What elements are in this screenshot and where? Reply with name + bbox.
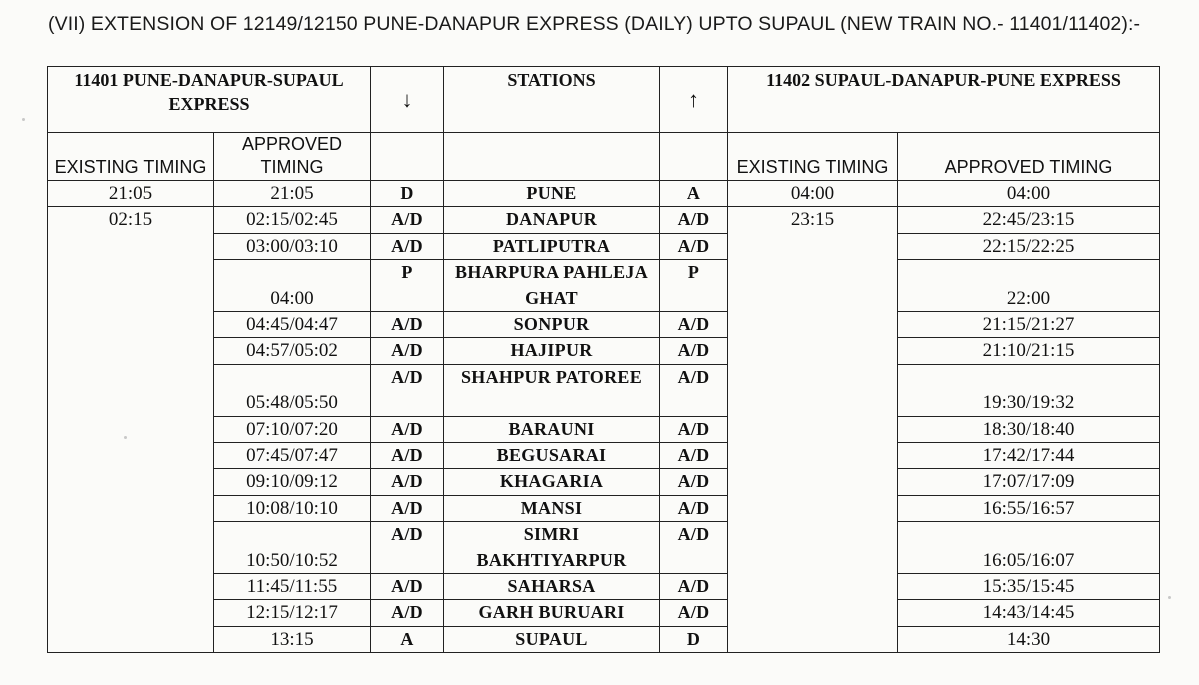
station-name: SONPUR	[444, 312, 660, 338]
table-row	[48, 443, 1160, 469]
station-name: PATLIPUTRA	[444, 233, 660, 259]
up-existing-cell	[728, 233, 898, 259]
scan-speck	[22, 118, 25, 121]
dn-code-cell: A/D	[371, 233, 444, 259]
dn-approved-cell: 07:10/07:20	[214, 416, 371, 442]
dn-existing-cell	[48, 574, 214, 600]
table-row	[48, 364, 1160, 416]
up-approved-cell: 14:30	[898, 626, 1160, 652]
dn-code-cell: A/D	[371, 600, 444, 626]
up-approved-cell: 18:30/18:40	[898, 416, 1160, 442]
dn-code-cell: A/D	[371, 574, 444, 600]
up-code-cell: A/D	[660, 312, 728, 338]
station-name: SUPAUL	[444, 626, 660, 652]
up-approved-cell: 17:42/17:44	[898, 443, 1160, 469]
dn-existing-cell	[48, 338, 214, 364]
station-name: HAJIPUR	[444, 338, 660, 364]
up-code-header	[660, 133, 728, 181]
station-name: GARH BURUARI	[444, 600, 660, 626]
dn-existing-cell	[48, 312, 214, 338]
up-existing-cell	[728, 416, 898, 442]
up-approved-cell: 17:07/17:09	[898, 469, 1160, 495]
dn-approved-cell: 04:00	[214, 260, 371, 312]
dn-approved-cell: 04:57/05:02	[214, 338, 371, 364]
dn-approved-cell: 07:45/07:47	[214, 443, 371, 469]
dn-code-cell: A/D	[371, 338, 444, 364]
up-code-cell: A/D	[660, 364, 728, 416]
table-row	[48, 312, 1160, 338]
dn-approved-cell: 09:10/09:12	[214, 469, 371, 495]
dn-approved-cell: 12:15/12:17	[214, 600, 371, 626]
table-row	[48, 233, 1160, 259]
right-train-header: 11402 SUPAUL-DANAPUR-PUNE EXPRESS	[728, 67, 1160, 133]
up-approved-cell: 21:15/21:27	[898, 312, 1160, 338]
up-existing-cell	[728, 495, 898, 521]
station-name: SAHARSA	[444, 574, 660, 600]
table-row	[48, 260, 1160, 312]
up-existing-cell: 23:15	[728, 207, 898, 233]
up-code-cell: P	[660, 260, 728, 312]
down-arrow-icon: ↓	[371, 67, 444, 133]
table-row	[48, 181, 1160, 207]
up-existing-cell	[728, 260, 898, 312]
section-heading: (VII) EXTENSION OF 12149/12150 PUNE-DANAPUR EXPRESS (DAILY) UPTO SUPAUL (NEW TRAIN NO.- 11401/11402):-	[48, 13, 1141, 35]
table-row	[48, 626, 1160, 652]
table-row	[48, 416, 1160, 442]
up-code-cell: A/D	[660, 443, 728, 469]
up-code-cell: A/D	[660, 469, 728, 495]
dn-code-cell: A/D	[371, 312, 444, 338]
dn-code-cell: A/D	[371, 469, 444, 495]
table-row	[48, 600, 1160, 626]
header-row-timings	[48, 133, 1160, 181]
up-existing-cell	[728, 443, 898, 469]
up-approved-cell: 22:00	[898, 260, 1160, 312]
station-name: PUNE	[444, 181, 660, 207]
station-name: BHARPURA PAHLEJA GHAT	[444, 260, 660, 312]
station-subheader	[444, 133, 660, 181]
dn-existing-cell	[48, 522, 214, 574]
dn-approved-cell: 10:08/10:10	[214, 495, 371, 521]
table-row	[48, 522, 1160, 574]
left-train-header: 11401 PUNE-DANAPUR-SUPAUL EXPRESS	[48, 67, 371, 133]
dn-existing-cell	[48, 469, 214, 495]
dn-approved-cell: 11:45/11:55	[214, 574, 371, 600]
up-code-cell: A/D	[660, 233, 728, 259]
up-code-cell: A/D	[660, 574, 728, 600]
dn-existing-header: EXISTING TIMING	[48, 133, 214, 181]
dn-approved-cell: 10:50/10:52	[214, 522, 371, 574]
stations-header: STATIONS	[444, 67, 660, 133]
up-approved-cell: 15:35/15:45	[898, 574, 1160, 600]
dn-code-cell: P	[371, 260, 444, 312]
up-code-cell: A	[660, 181, 728, 207]
dn-approved-cell: 21:05	[214, 181, 371, 207]
dn-code-header	[371, 133, 444, 181]
up-existing-cell	[728, 600, 898, 626]
up-code-cell: A/D	[660, 338, 728, 364]
table-row	[48, 469, 1160, 495]
up-approved-cell: 21:10/21:15	[898, 338, 1160, 364]
table-row	[48, 495, 1160, 521]
up-code-cell: A/D	[660, 416, 728, 442]
dn-approved-header: APPROVED TIMING	[214, 133, 371, 181]
dn-existing-cell	[48, 233, 214, 259]
dn-code-cell: A/D	[371, 522, 444, 574]
dn-existing-cell	[48, 626, 214, 652]
up-existing-cell	[728, 574, 898, 600]
up-existing-cell	[728, 364, 898, 416]
up-approved-cell: 22:45/23:15	[898, 207, 1160, 233]
timetable	[47, 66, 1160, 653]
dn-code-cell: A	[371, 626, 444, 652]
dn-existing-cell	[48, 600, 214, 626]
dn-code-cell: A/D	[371, 416, 444, 442]
scan-speck	[1168, 596, 1171, 599]
up-existing-cell	[728, 626, 898, 652]
station-name: MANSI	[444, 495, 660, 521]
dn-existing-cell: 02:15	[48, 207, 214, 233]
dn-approved-cell: 02:15/02:45	[214, 207, 371, 233]
up-approved-cell: 16:55/16:57	[898, 495, 1160, 521]
up-existing-cell	[728, 522, 898, 574]
scan-speck	[124, 436, 127, 439]
table-row	[48, 338, 1160, 364]
dn-existing-cell	[48, 443, 214, 469]
station-name: SIMRI BAKHTIYARPUR	[444, 522, 660, 574]
up-approved-cell: 22:15/22:25	[898, 233, 1160, 259]
up-approved-cell: 14:43/14:45	[898, 600, 1160, 626]
timetable-body	[48, 181, 1160, 653]
dn-approved-cell: 13:15	[214, 626, 371, 652]
station-name: SHAHPUR PATOREE	[444, 364, 660, 416]
table-row	[48, 207, 1160, 233]
up-existing-cell	[728, 312, 898, 338]
up-existing-header: EXISTING TIMING	[728, 133, 898, 181]
dn-code-cell: A/D	[371, 207, 444, 233]
dn-existing-cell	[48, 416, 214, 442]
dn-code-cell: A/D	[371, 364, 444, 416]
dn-existing-cell: 21:05	[48, 181, 214, 207]
up-approved-header: APPROVED TIMING	[898, 133, 1160, 181]
dn-approved-cell: 04:45/04:47	[214, 312, 371, 338]
dn-approved-cell: 03:00/03:10	[214, 233, 371, 259]
header-row-trains	[48, 67, 1160, 133]
dn-code-cell: A/D	[371, 443, 444, 469]
dn-existing-cell	[48, 495, 214, 521]
up-approved-cell: 19:30/19:32	[898, 364, 1160, 416]
up-code-cell: A/D	[660, 207, 728, 233]
station-name: KHAGARIA	[444, 469, 660, 495]
station-name: BARAUNI	[444, 416, 660, 442]
up-code-cell: A/D	[660, 495, 728, 521]
dn-approved-cell: 05:48/05:50	[214, 364, 371, 416]
up-existing-cell	[728, 338, 898, 364]
dn-existing-cell	[48, 260, 214, 312]
up-code-cell: A/D	[660, 600, 728, 626]
dn-code-cell: D	[371, 181, 444, 207]
dn-code-cell: A/D	[371, 495, 444, 521]
up-existing-cell: 04:00	[728, 181, 898, 207]
up-code-cell: A/D	[660, 522, 728, 574]
up-code-cell: D	[660, 626, 728, 652]
dn-existing-cell	[48, 364, 214, 416]
up-approved-cell: 04:00	[898, 181, 1160, 207]
up-existing-cell	[728, 469, 898, 495]
station-name: BEGUSARAI	[444, 443, 660, 469]
up-approved-cell: 16:05/16:07	[898, 522, 1160, 574]
table-row	[48, 574, 1160, 600]
up-arrow-icon: ↑	[660, 67, 728, 133]
station-name: DANAPUR	[444, 207, 660, 233]
